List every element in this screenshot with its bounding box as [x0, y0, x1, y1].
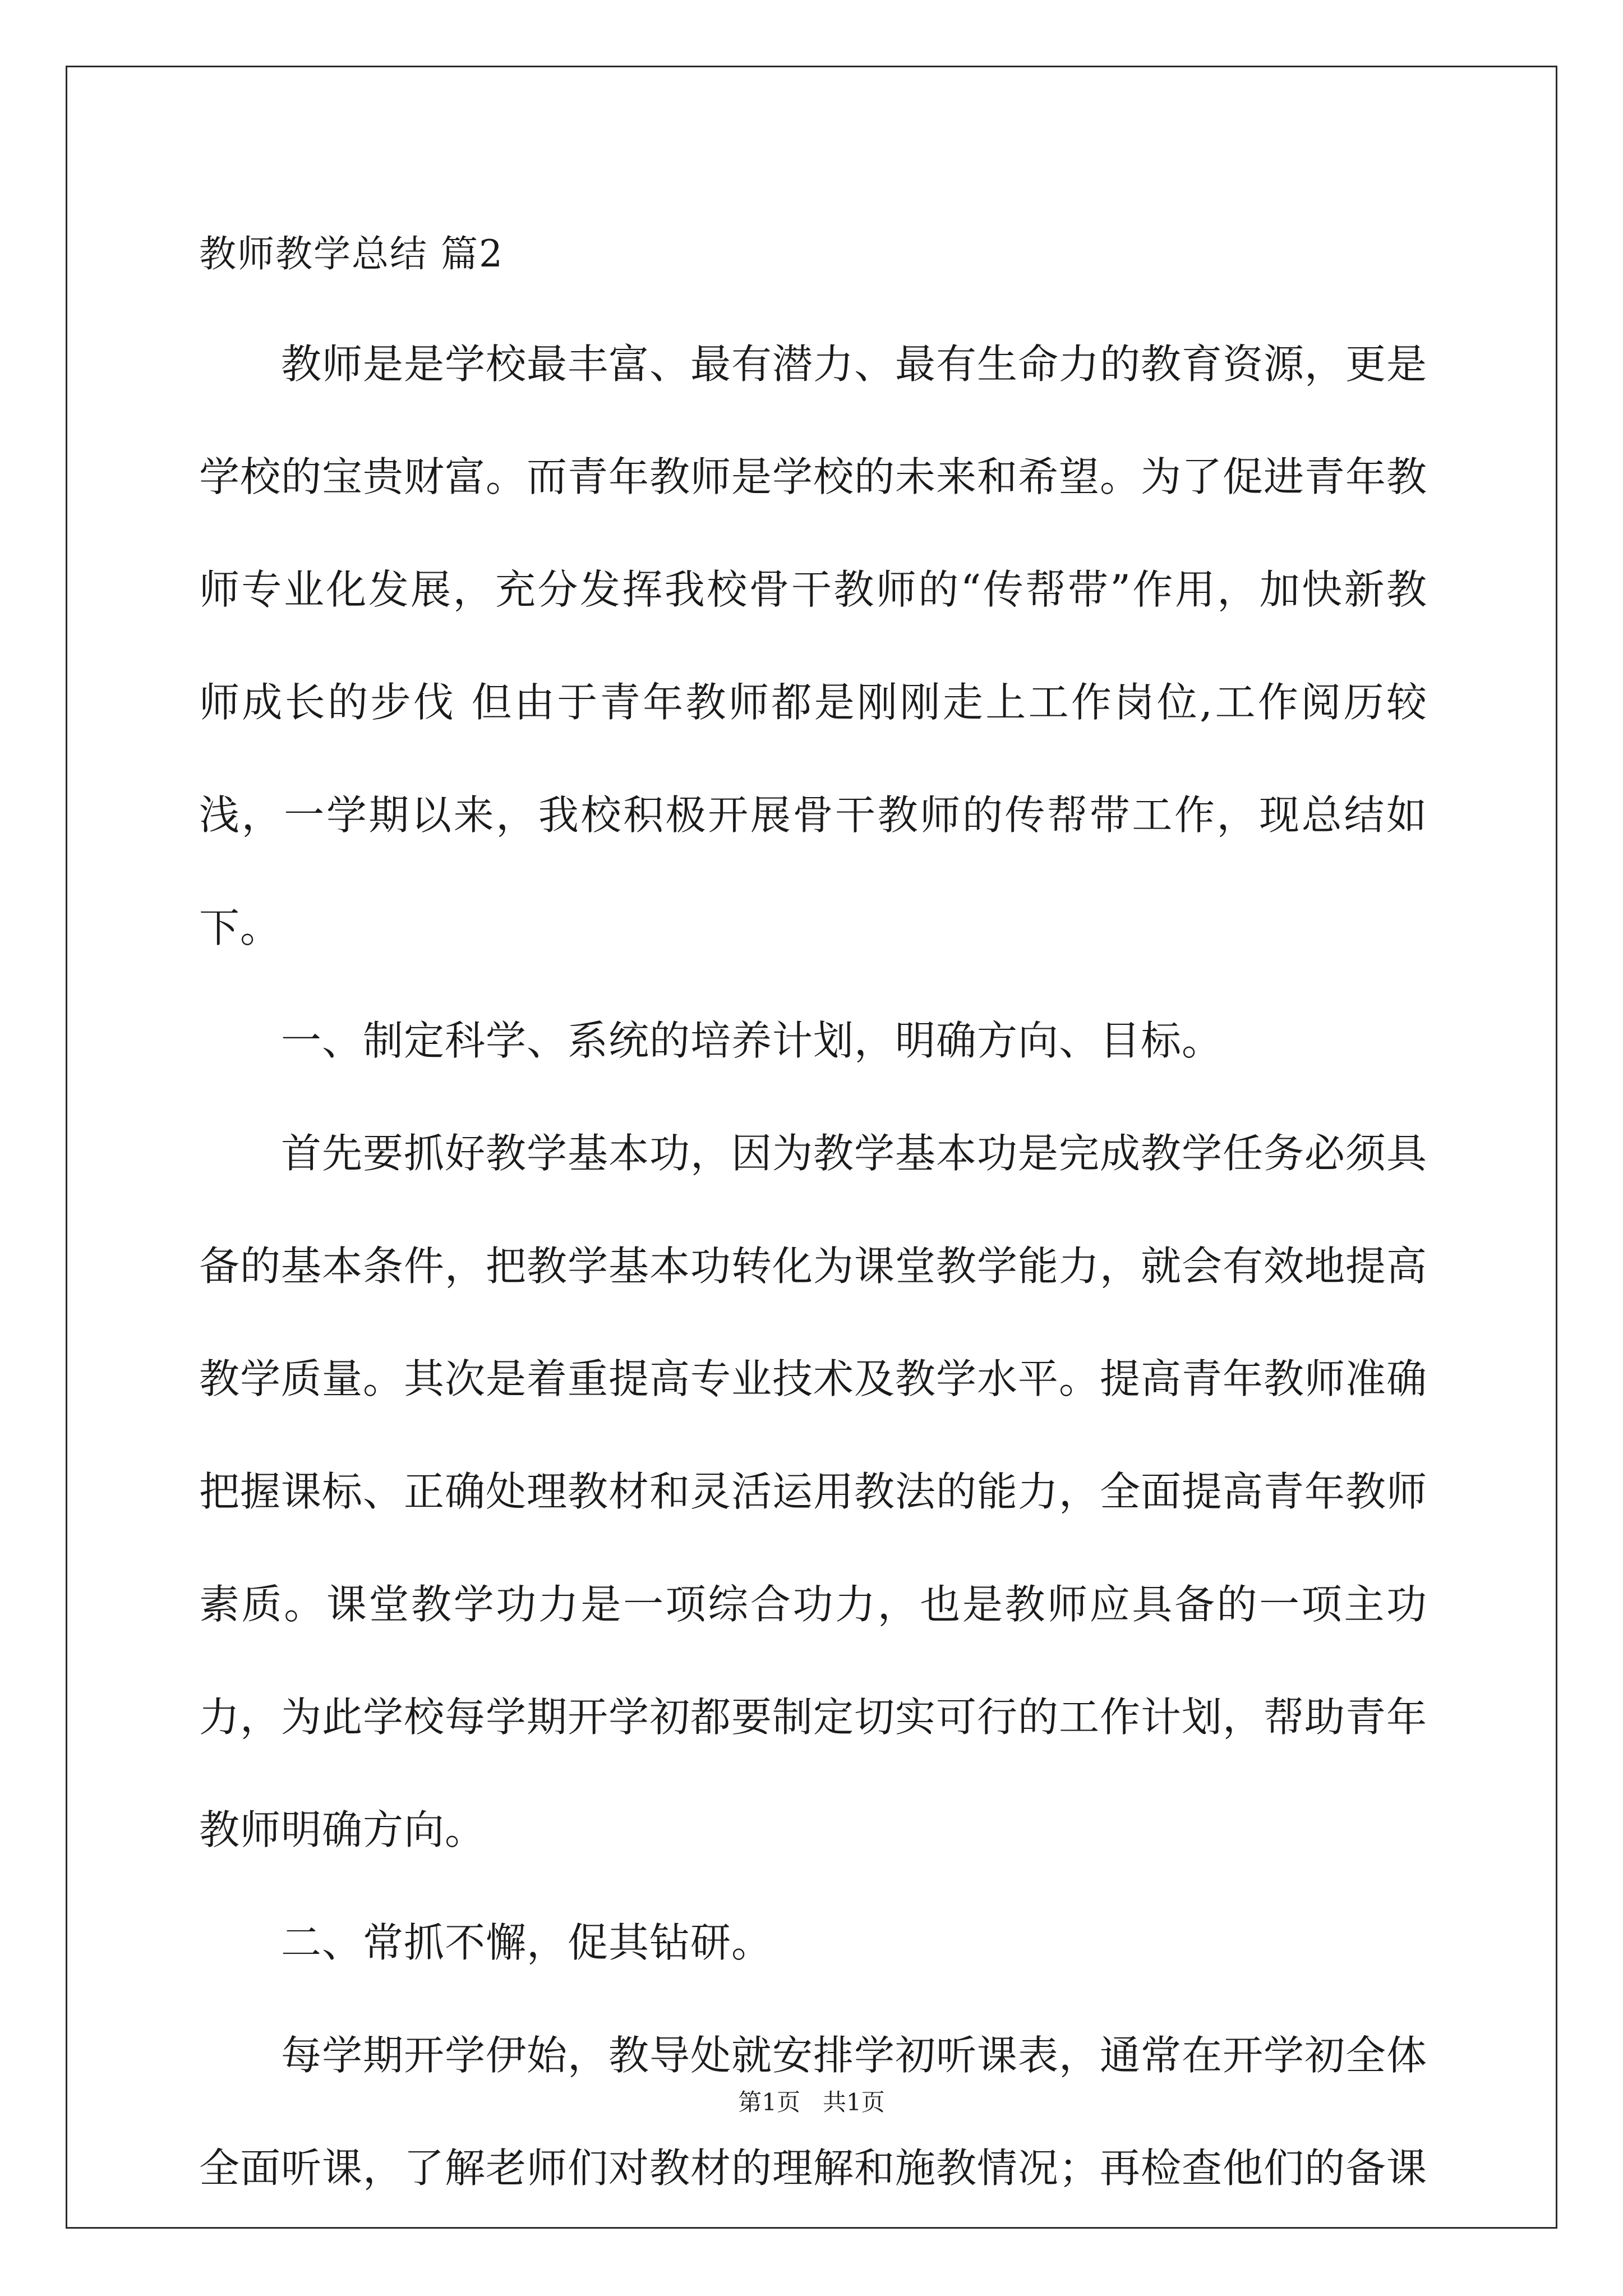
- paragraph-intro: 教师是是学校最丰富、最有潜力、最有生命力的教育资源，更是学校的宝贵财富。而青年教师是学校的未来和希望。为了促进青年教师专业化发展，充分发挥我校骨干教师的“传帮带”作用，加快新教师成长的步伐 但由于青年教师都是刚刚走上工作岗位,工作阅历较浅，一学期以来，我校积极开展骨干教师的传帮带工作，现总结如下。: [199, 341, 1428, 951]
- page-number: 第1页: [738, 2088, 800, 2116]
- document-body: [199, 220, 1427, 2225]
- section-heading-2: 二、常抓不懈，促其钻研。: [281, 1919, 773, 1966]
- paragraph-section-1: 首先要抓好教学基本功，因为教学基本功是完成教学任务必须具备的基本条件，把教学基本功转化为课堂教学能力，就会有效地提高教学质量。其次是着重提高专业技术及教学水平。提高青年教师准确把握课标、正确处理教材和灵活运用教法的能力，全面提高青年教师素质。课堂教学功力是一项综合功力，也是教师应具备的一项主功力，为此学校每学期开学初都要制定切实可行的工作计划，帮助青年教师明确方向。: [199, 1130, 1428, 1853]
- document-title: 教师教学总结 篇2: [199, 232, 504, 275]
- page-footer: [0, 2086, 1623, 2119]
- paragraph-section-2: 每学期开学伊始，教导处就安排学初听课表，通常在开学初全体全面听课，了解老师们对教材的理解和施教情况；再检查他们的备课: [199, 2032, 1428, 2192]
- page-total: 共1页: [823, 2088, 885, 2116]
- section-heading-1: 一、制定科学、系统的培养计划，明确方向、目标。: [281, 1017, 1223, 1064]
